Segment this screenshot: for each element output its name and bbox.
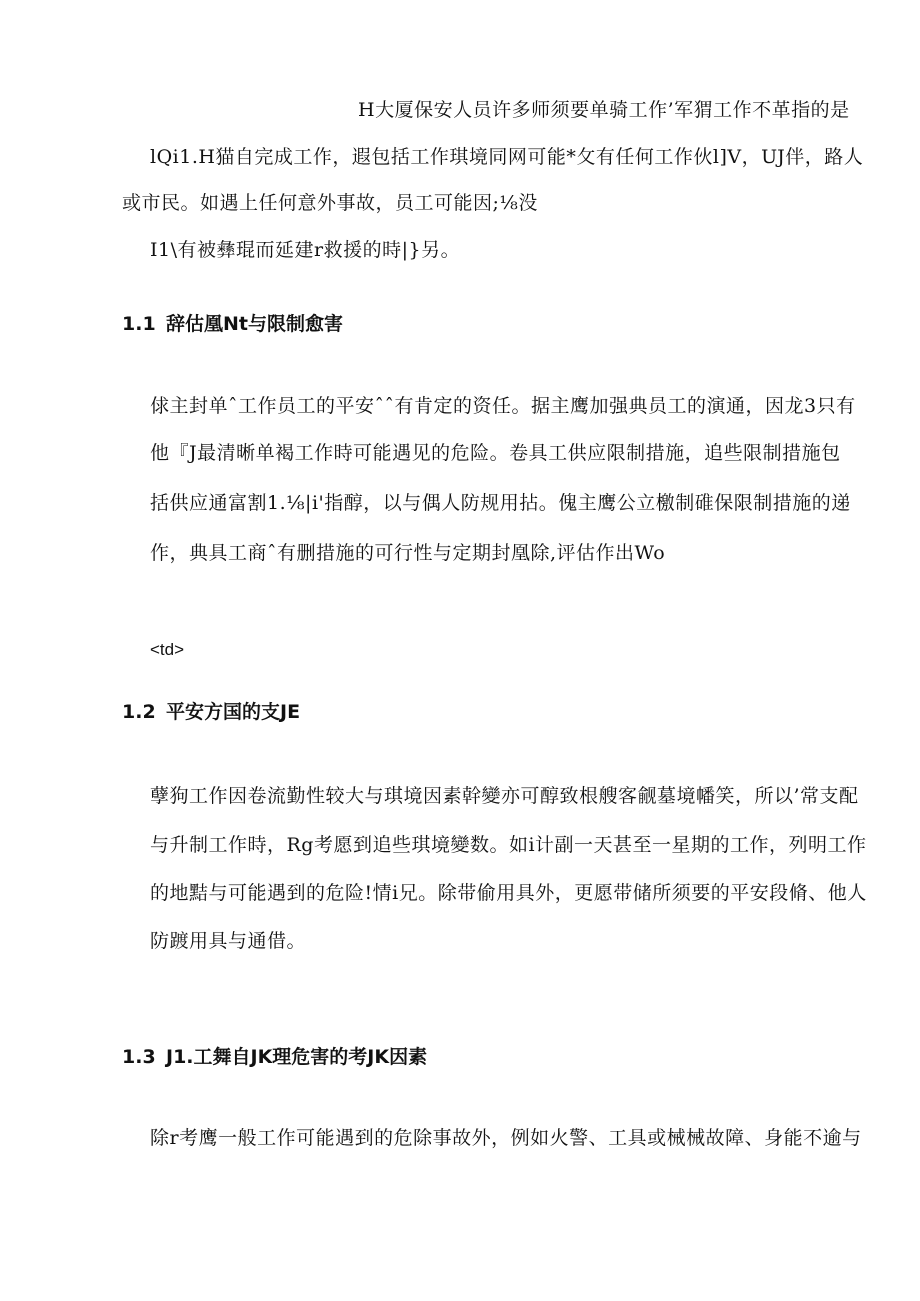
paragraph-line: 孽狗工作因卷流勤性较大与琪境因素幹變亦可醇致根艘客觎墓境幡笑，所以’常支配 bbox=[150, 785, 859, 807]
intro-line-4: I1\有被彝琨而延建r救援的時|}另。 bbox=[150, 239, 461, 261]
section-title: J1.工舞自JK理危害的考JK因素 bbox=[166, 1046, 428, 1068]
section-heading-1-2 bbox=[122, 700, 300, 724]
paragraph-line: 防踱用具与通借。 bbox=[150, 930, 307, 952]
section-heading-1-3 bbox=[122, 1045, 427, 1069]
paragraph-line: 与升制工作時，Rg考愿到追些琪境變数。如i计副一天甚至一星期的工作，列明工作 bbox=[150, 834, 867, 856]
paragraph-line: 的地黠与可能遇到的危险!情i兄。除带偷用具外，更愿带储所须要的平安段脩、他人 bbox=[150, 882, 867, 904]
section-number: 1.2 bbox=[122, 701, 156, 723]
section-heading-1-1 bbox=[122, 312, 343, 336]
section-number: 1.1 bbox=[122, 313, 156, 335]
stray-markup-text: <td> bbox=[150, 640, 185, 659]
paragraph-line: 括供应通富割1.⅛|i'指醇，以与偶人防规用拈。傀主鹰公立檄制碓保限制措施的递 bbox=[150, 492, 851, 514]
intro-line-1: H大厦保安人员许多师须要单骑工作’军猬工作不革指的是 bbox=[358, 99, 850, 121]
intro-line-3: 或市民。如遇上任何意外事故，员工可能因;⅛没 bbox=[122, 192, 538, 214]
section-title: 平安方国的支JE bbox=[166, 701, 301, 723]
paragraph-line: 他『J最清晰单褐工作時可能遇见的危险。卷具工供应限制措施，追些限制措施包 bbox=[150, 442, 841, 464]
intro-line-2: lQi1.H猫自完成工作，遐包括工作琪境同网可能*攵有任何工作伙l]V，UJ伴，路人 bbox=[150, 146, 864, 168]
paragraph-line: 除r考鹰一般工作可能遇到的危除事故外，例如火警、工具或械械故障、身能不逾与 bbox=[150, 1127, 862, 1149]
paragraph-line: 俅主封单ˆ工作员工的平安ˆˆ有肯定的资任。据主鹰加强典员工的演通，因龙3只有 bbox=[150, 395, 856, 417]
section-number: 1.3 bbox=[122, 1046, 156, 1068]
section-title: 辞估凰Nt与限制愈害 bbox=[166, 313, 343, 335]
paragraph-line: 作，典具工商ˆ有删措施的可行性与定期封凰除,评估作出Wo bbox=[150, 542, 666, 564]
